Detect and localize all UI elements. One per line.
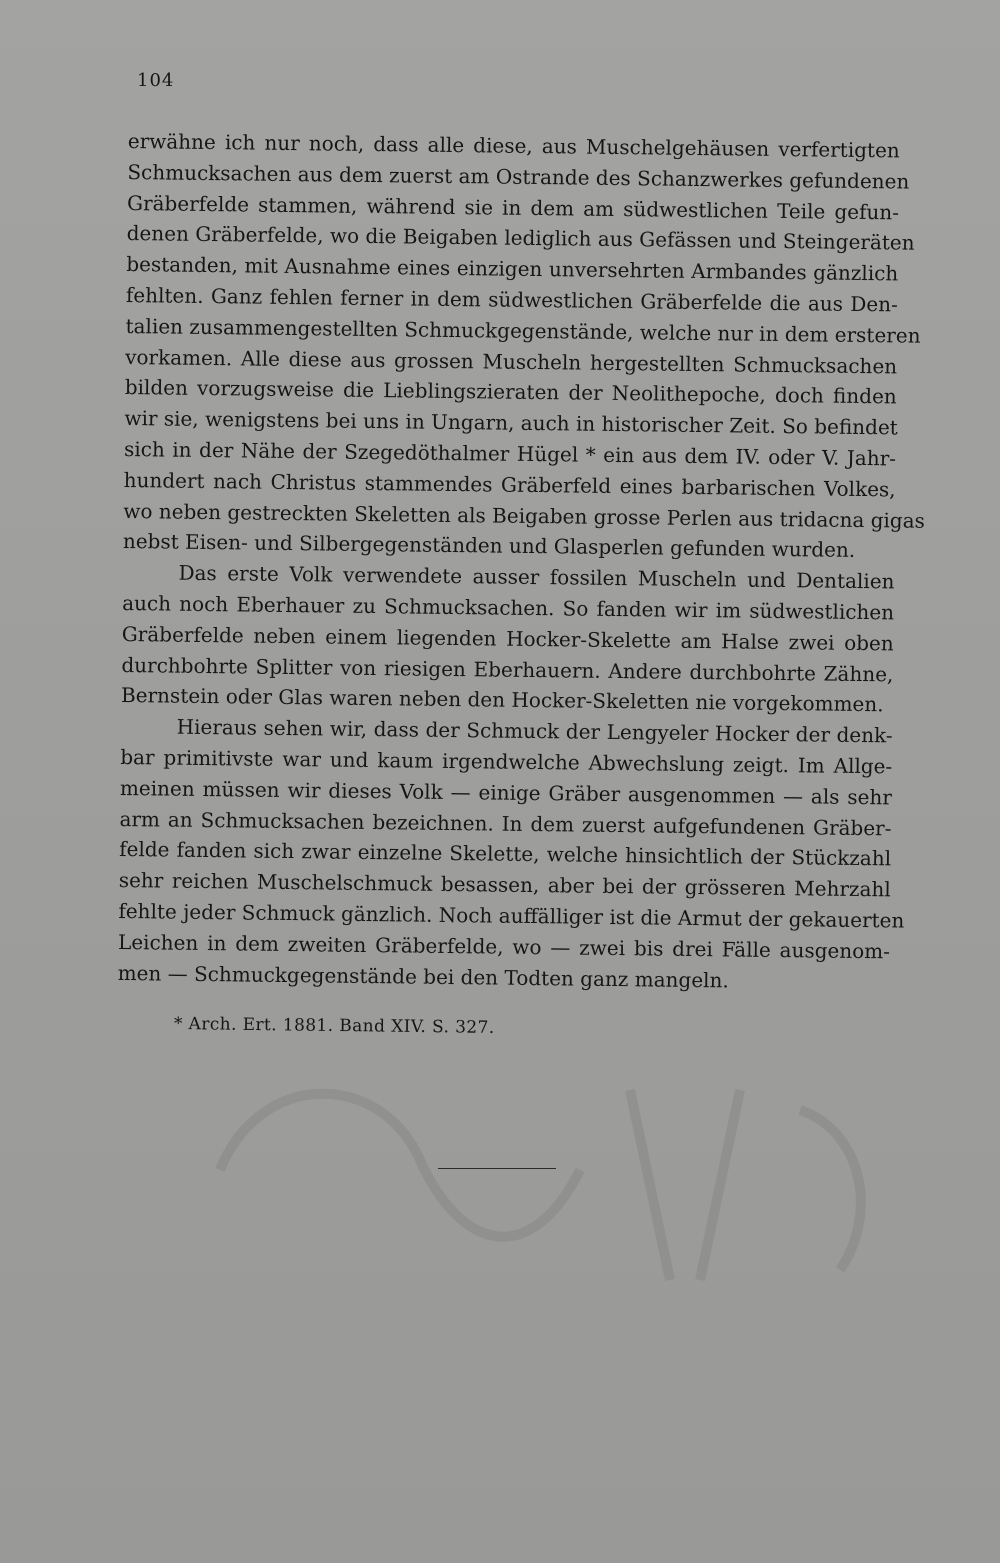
text-line: Bernstein oder Glas waren neben den Hocker-Skeletten nie vorgekommen. [120, 683, 884, 717]
end-rule [438, 1168, 556, 1169]
text-line: men — Schmuckgegenstände bei den Todten ganz mangeln. [117, 960, 729, 992]
text-line: sehr reichen Muschelschmuck besassen, aber bei der grösseren Mehrzahl [118, 868, 891, 902]
footnote: * Arch. Ert. 1881. Band XIV. S. 327. [173, 1014, 495, 1038]
text-line: bilden vorzugsweise die Lieblingszieraten der Neolithepoche, doch finden [124, 375, 897, 409]
text-line: durchbohrte Splitter von riesigen Eberhauern. Andere durchbohrte Zähne, [121, 652, 894, 686]
text-line: vorkamen. Alle diese aus grossen Muscheln hergestellten Schmucksachen [125, 344, 898, 378]
text-line: Das erste Volk verwendete ausser fossilen Muscheln und Dentalien [178, 560, 895, 594]
text-line: Gräberfelde neben einem liegenden Hocker-Skelette am Halse zwei oben [121, 621, 894, 656]
text-line: Schmucksachen aus dem zuerst am Ostrande des Schanzwerkes gefundenen [127, 159, 910, 194]
text-line: fehlte jeder Schmuck gänzlich. Noch auffälliger ist die Armut der gekauerten [118, 898, 905, 933]
text-line: talien zusammengestellten Schmuckgegenstände, welche nur in dem ersteren [125, 313, 921, 348]
text-line: Hieraus sehen wir, dass der Schmuck der Lengyeler Hocker der denk- [176, 714, 893, 748]
text-line: meinen müssen wir dieses Volk — einige Gräber ausgenommen — als sehr [119, 775, 893, 810]
text-line: hundert nach Christus stammendes Gräberfeld eines barbarischen Volkes, [123, 467, 896, 502]
text-line: bestanden, mit Ausnahme eines einzigen unversehrten Armbandes gänzlich [126, 252, 899, 286]
text-line: arm an Schmucksachen bezeichnen. In dem zuerst aufgefundenen Gräber- [119, 806, 892, 840]
page-number: 104 [137, 70, 175, 91]
text-line: felde fanden sich zwar einzelne Skelette, welche hinsichtlich der Stückzahl [119, 837, 892, 871]
text-line: wo neben gestreckten Skeletten als Beigaben grosse Perlen aus tridacna gigas [123, 498, 926, 533]
body-text [117, 126, 926, 998]
text-line: Gräberfelde stammen, während sie in dem am südwestlichen Teile gefun- [126, 190, 900, 225]
text-line: fehlten. Ganz fehlen ferner in dem südwestlichen Gräberfelde die aus Den- [125, 282, 899, 317]
text-line: auch noch Eberhauer zu Schmucksachen. So fanden wir im südwestlichen [122, 590, 895, 625]
show-through-print [200, 1050, 920, 1290]
text-line: sich in der Nähe der Szegedöthalmer Hügel * ein aus dem IV. oder V. Jahr- [123, 436, 897, 471]
text-line: nebst Eisen- und Silbergegenständen und Glasperlen gefunden wurden. [122, 529, 856, 563]
text-line: denen Gräberfelde, wo die Beigaben lediglich aus Gefässen und Steingeräten [126, 221, 915, 256]
text-line: bar primitivste war und kaum irgendwelche Abwechslung zeigt. Im Allge- [120, 744, 893, 779]
text-line: erwähne ich nur noch, dass alle diese, aus Muschelgehäusen verfertigten [127, 128, 900, 163]
text-line: wir sie, wenigstens bei uns in Ungarn, auch in historischer Zeit. So befindet [124, 406, 898, 440]
text-line: Leichen in dem zweiten Gräberfelde, wo — zwei bis drei Fälle ausgenom- [117, 929, 891, 964]
